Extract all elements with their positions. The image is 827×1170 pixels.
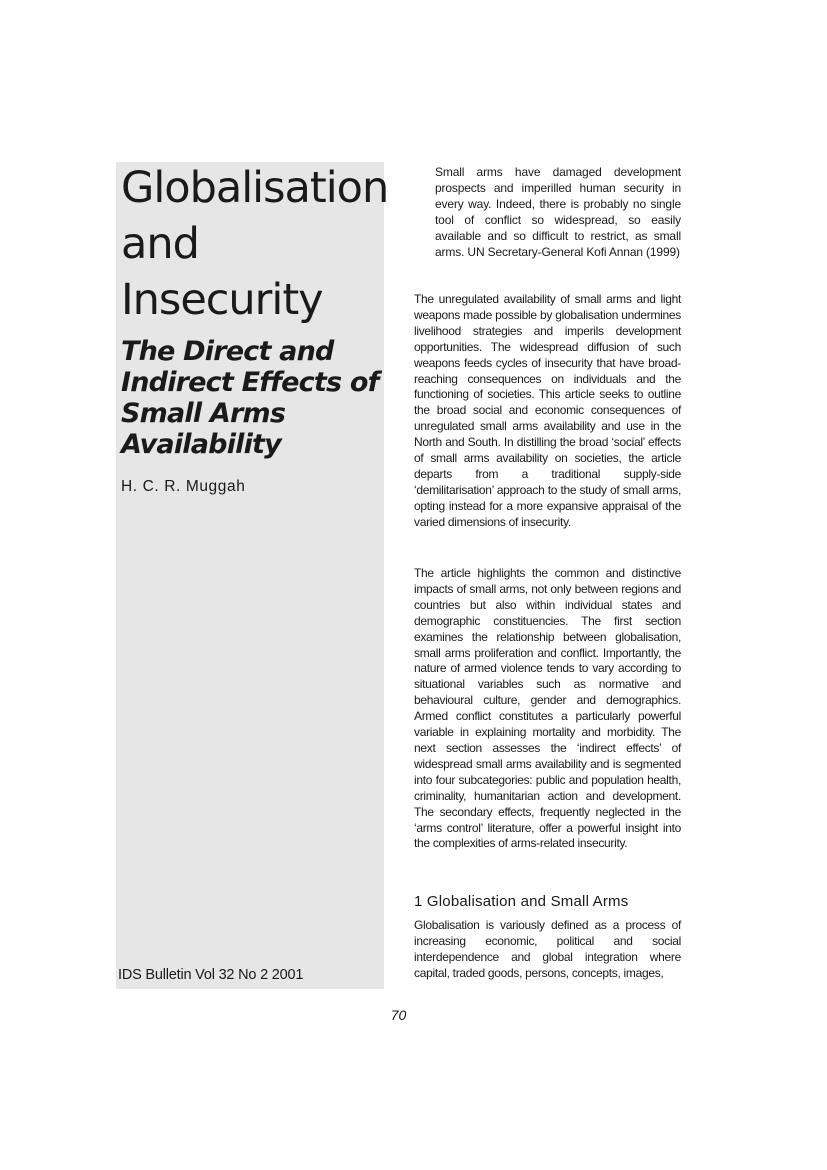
- article-subtitle: The Direct and Indirect Effects of Small Arms Availability: [121, 336, 379, 460]
- epigraph-quote: Small arms have damaged development prospects and imperilled human security in every way. Indeed, there is probably no single tool of conflict so widespread, so easily available and so difficult to restrict, as small arms. UN Secretary-General Kofi Annan (1999): [435, 165, 681, 259]
- body-paragraph: The article highlights the common and distinctive impacts of small arms, not only between regions and countries but also within individual states and demographic constituencies. The first section examines the relationship between globalisation, small arms proliferation and conflict. Importantly, the nature of armed violence tends to vary according to situational variables such as normative and behavioural culture, gender and demographics. Armed conflict constitutes a particularly powerful variable in explaining mortality and morbidity. The next section assesses the ‘indirect effects’ of widespread small arms availability and is segmented into four subcategories: public and population health, criminality, humanitarian action and development. The secondary effects, frequently neglected in the ‘arms control’ literature, offer a powerful insight into the complexities of arms-related insecurity.: [414, 566, 681, 851]
- journal-citation: IDS Bulletin Vol 32 No 2 2001: [118, 967, 304, 983]
- page-number: 70: [390, 1007, 407, 1023]
- article-title: Globalisation and Insecurity: [121, 163, 389, 325]
- section-heading: 1 Globalisation and Small Arms: [414, 893, 629, 910]
- body-paragraph: The unregulated availability of small arms and light weapons made possible by globalisation undermines livelihood strategies and imperils development opportunities. The widespread diffusion of such weapons feeds cycles of insecurity that have broad-reaching consequences on individuals and the functioning of societies. This article seeks to outline the broad social and economic consequences of unregulated small arms availability and use in the North and South. In distilling the broad ‘social’ effects of small arms availability on societies, the article departs from a traditional supply-side ‘demilitarisation’ approach to the study of small arms, opting instead for a more expansive appraisal of the varied dimensions of insecurity.: [414, 292, 681, 529]
- author-name: H. C. R. Muggah: [121, 478, 246, 495]
- body-paragraph: Globalisation is variously defined as a process of increasing economic, political and social interdependence and global integration where capital, traded goods, persons, concepts, images,: [414, 918, 681, 980]
